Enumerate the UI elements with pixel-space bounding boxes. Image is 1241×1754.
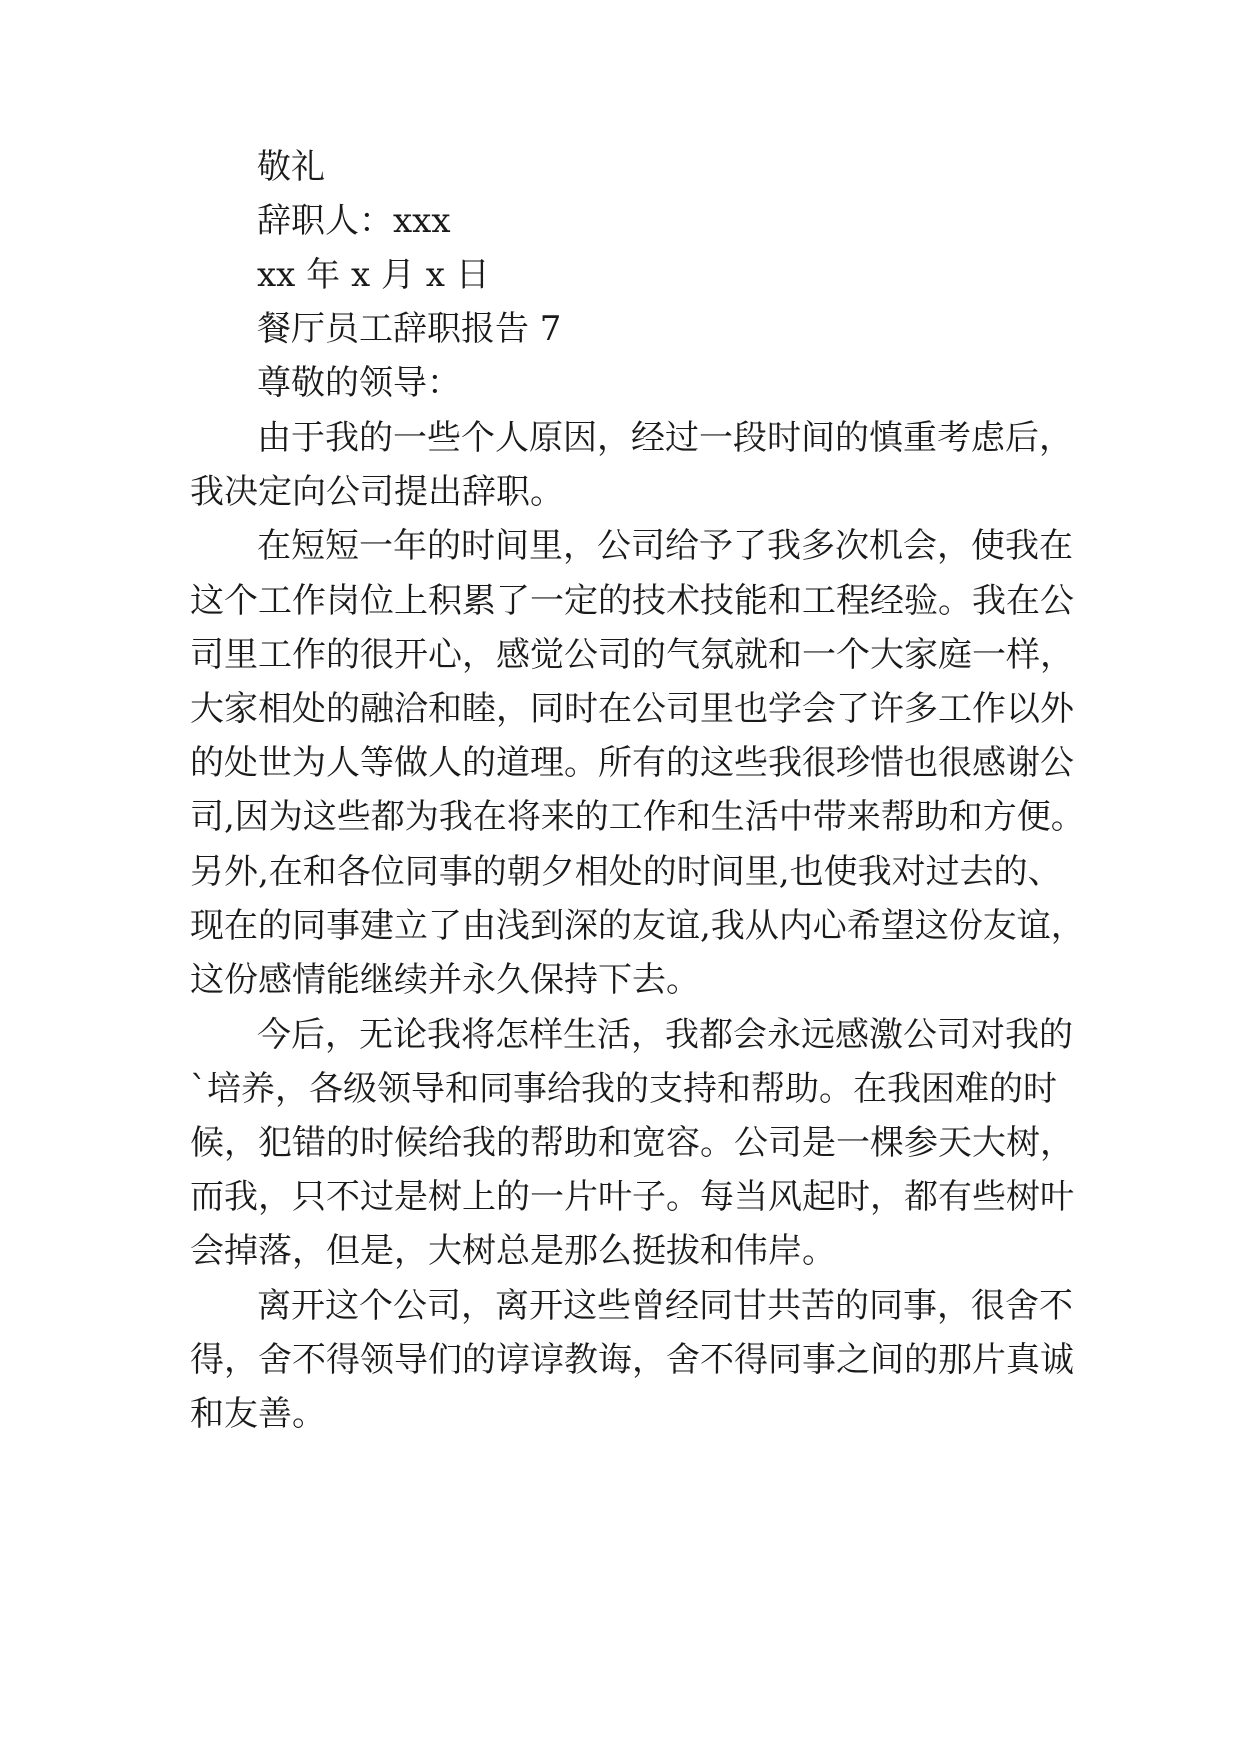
paragraph-2-line-5: 的处世为人等做人的道理。所有的这些我很珍惜也很感谢公	[190, 743, 1074, 783]
salutation-line: 尊敬的领导：	[257, 363, 461, 403]
closing-line: 敬礼	[257, 147, 325, 187]
paragraph-2-line-9: 这份感情能继续并永久保持下去。	[190, 960, 700, 1000]
paragraph-4-line-2: 得，舍不得领导们的谆谆教诲，舍不得同事之间的那片真诚	[190, 1340, 1074, 1380]
report-heading: 餐厅员工辞职报告 7	[257, 309, 562, 349]
signature-line: 辞职人：xxx	[257, 201, 451, 241]
paragraph-2-line-4: 大家相处的融洽和睦，同时在公司里也学会了许多工作以外	[190, 689, 1074, 729]
paragraph-2-line-8: 现在的同事建立了由浅到深的友谊,我从内心希望这份友谊，	[190, 906, 1085, 946]
paragraph-3-line-5: 会掉落，但是，大树总是那么挺拔和伟岸。	[190, 1231, 836, 1271]
paragraph-1-line-1: 由于我的一些个人原因，经过一段时间的慎重考虑后，	[257, 418, 1073, 458]
paragraph-2-line-3: 司里工作的很开心，感觉公司的气氛就和一个大家庭一样，	[190, 635, 1074, 675]
paragraph-2-line-1: 在短短一年的时间里，公司给予了我多次机会，使我在	[257, 526, 1073, 566]
paragraph-3-line-3: 候，犯错的时候给我的帮助和宽容。公司是一棵参天大树，	[190, 1123, 1074, 1163]
paragraph-3-line-2: `培养，各级领导和同事给我的支持和帮助。在我困难的时	[190, 1069, 1057, 1109]
paragraph-1-line-2: 我决定向公司提出辞职。	[190, 472, 564, 512]
paragraph-2-line-2: 这个工作岗位上积累了一定的技术技能和工程经验。我在公	[190, 581, 1074, 621]
paragraph-2-line-6: 司,因为这些都为我在将来的工作和生活中带来帮助和方便。	[190, 797, 1085, 837]
paragraph-3-line-1: 今后，无论我将怎样生活，我都会永远感激公司对我的	[257, 1015, 1073, 1055]
paragraph-2-line-7: 另外,在和各位同事的朝夕相处的时间里,也使我对过去的、	[190, 852, 1062, 892]
paragraph-3-line-4: 而我，只不过是树上的一片叶子。每当风起时，都有些树叶	[190, 1177, 1074, 1217]
paragraph-4-line-1: 离开这个公司，离开这些曾经同甘共苦的同事，很舍不	[257, 1286, 1073, 1326]
date-line: xx 年 x 月 x 日	[257, 255, 490, 295]
paragraph-4-line-3: 和友善。	[190, 1394, 326, 1434]
